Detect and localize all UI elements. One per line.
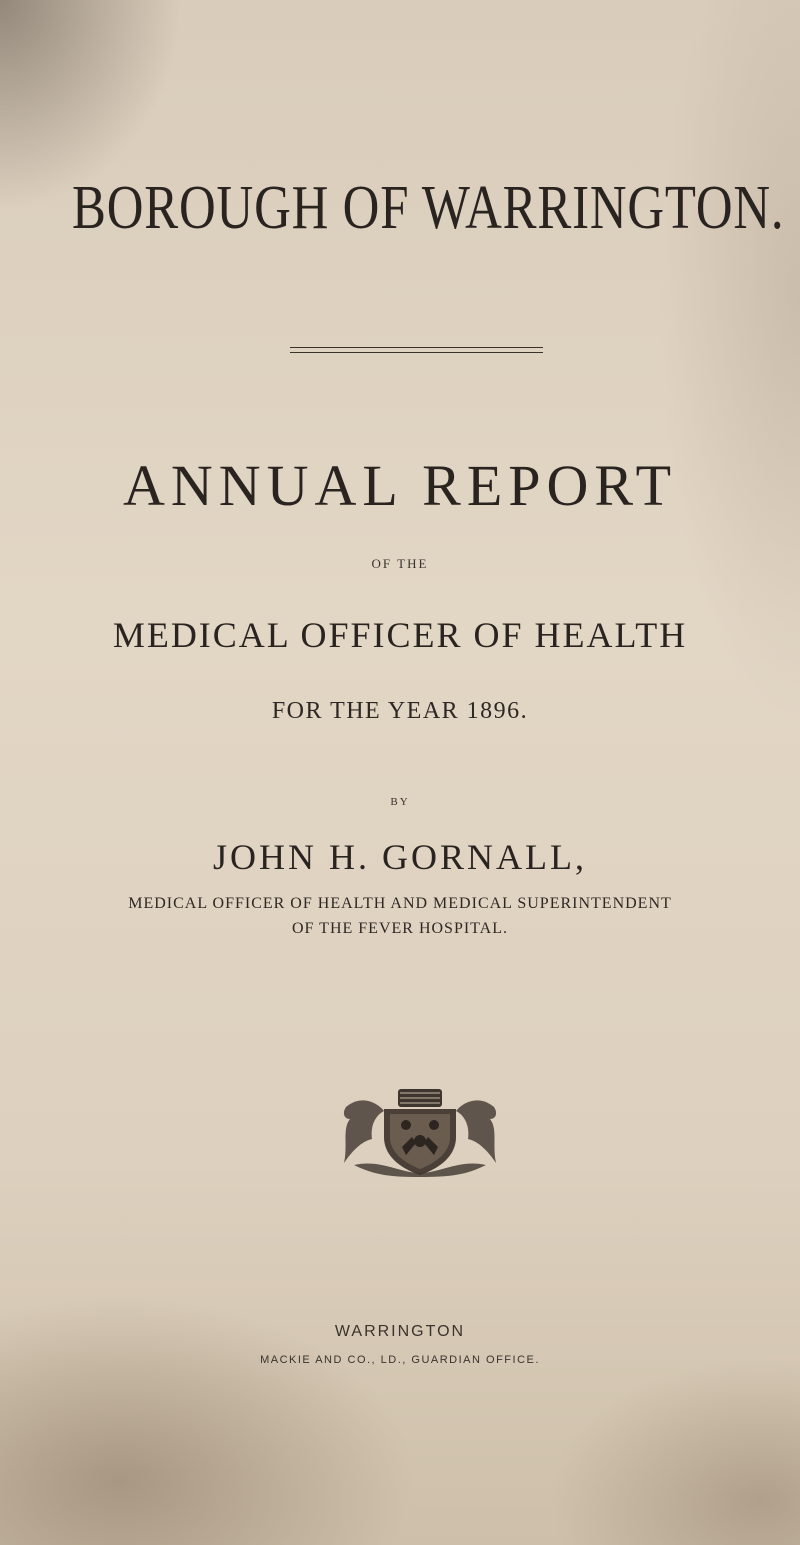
year-line: FOR THE YEAR 1896. <box>271 698 529 724</box>
coat-of-arms-icon <box>340 1085 500 1177</box>
imprint-printer: MACKIE AND CO., LD., GUARDIAN OFFICE. <box>260 1354 540 1366</box>
office-title: MEDICAL OFFICER OF HEALTH <box>112 615 688 655</box>
double-rule-top <box>290 347 543 348</box>
author-name: JOHN H. GORNALL, <box>213 837 587 877</box>
report-title: ANNUAL REPORT <box>122 453 678 518</box>
author-role-line-2: OF THE FEVER HOSPITAL. <box>292 920 508 937</box>
imprint-place: WARRINGTON <box>334 1323 466 1340</box>
author-role-line-1: MEDICAL OFFICER OF HEALTH AND MEDICAL SUPERINTENDENT <box>128 895 672 912</box>
by-label: BY <box>390 796 410 808</box>
double-rule-bottom <box>290 352 543 353</box>
borough-title: BOROUGH OF WARRINGTON. <box>72 174 785 242</box>
of-the-label: OF THE <box>371 556 429 571</box>
